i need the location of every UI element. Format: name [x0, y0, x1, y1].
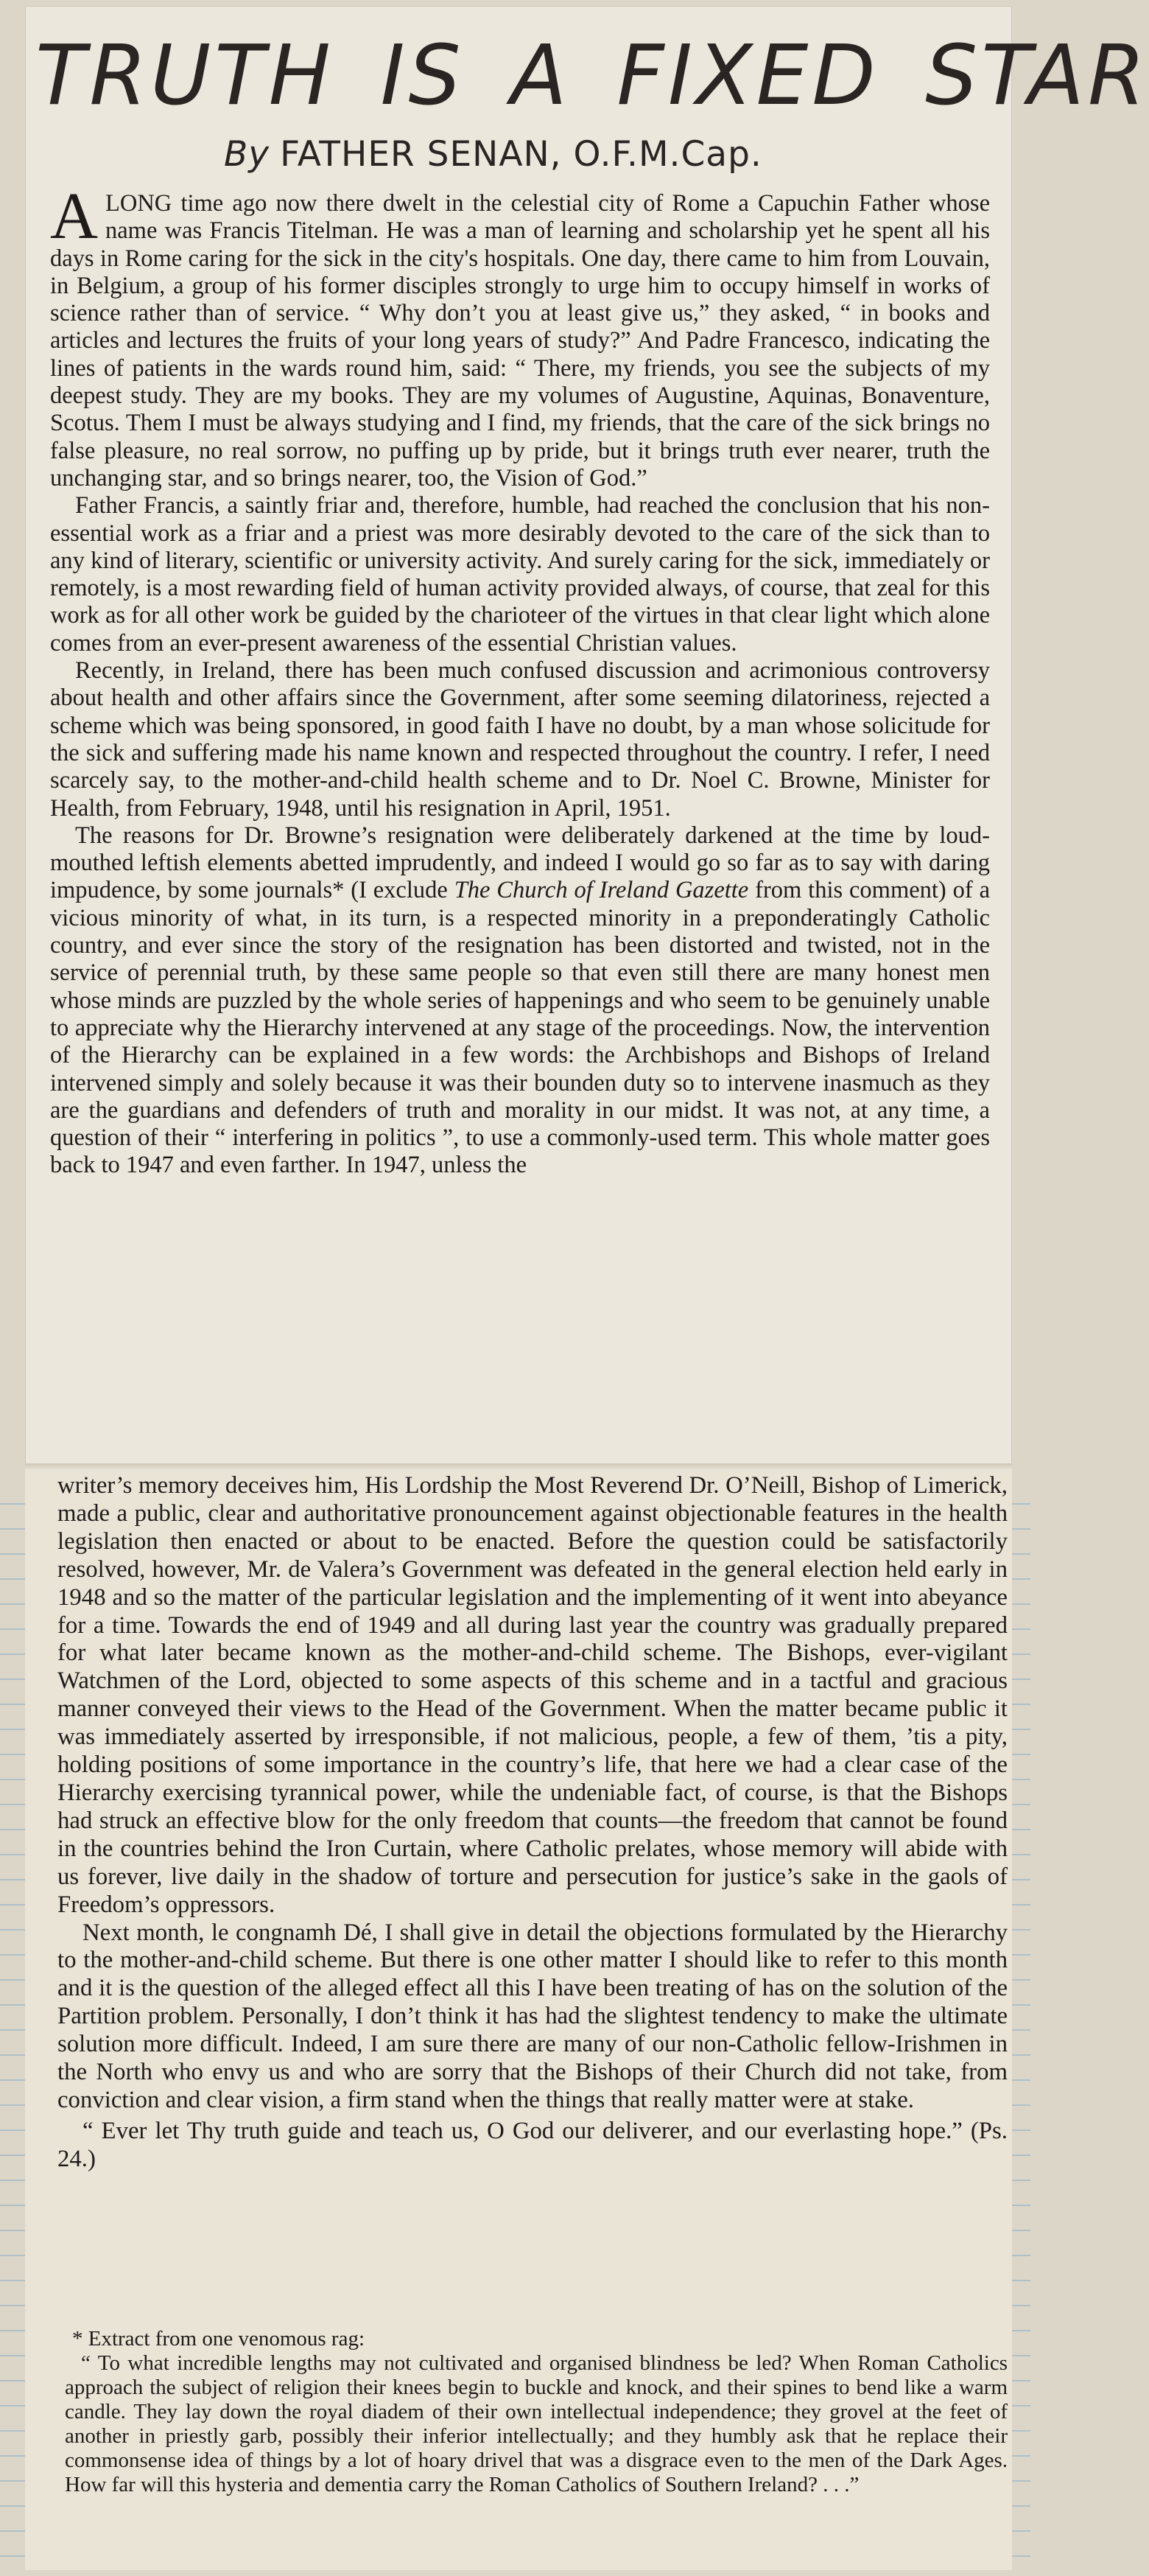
article-byline [224, 133, 762, 177]
article-headline: TRUTH IS A FIXED STAR [35, 28, 1149, 124]
publication-title: The Church of Ireland Gazette [454, 877, 749, 904]
paragraph-4-continued: writer’s memory deceives him, His Lordship the Most Reverend Dr. O’Neill, Bishop of Limerick, made a public, clear and authoritative pronouncement against objectionable features in the health legislation then enacted or about to be enacted. Before the question could be satisfactorily resolved, however, Mr. de Valera’s Government was defeated in the general election held early in 1948 and so the matter of the particular legislation and the implementing of it went into abeyance for a time. Towards the end of 1949 and all during last year the country was gradually prepared for what later became known as the mother-and-child scheme. The Bishops, ever-vigilant Watchmen of the Lord, objected to some aspects of this scheme and in a tactful and gracious manner conveyed their views to the Head of the Government. When the matter became public it was immediately asserted by irresponsible, if not malicious, people, a few of them, ’tis a pity, holding positions of some importance in the country’s life, that here we had a clear case of the Hierarchy exercising tyrannical power, while the undeniable fact, of course, is that the Bishops had struck an effective blow for the only freedom that counts—the freedom that cannot be found in the countries behind the Iron Curtain, where Catholic prelates, whose memory will abide with us forever, live daily in the shadow of torture and persecution for justice’s sake in the gaols of Freedom’s oppressors. [57, 1472, 1008, 1918]
clipping-fold-line [25, 1463, 1012, 1469]
footnote-quote: “ To what incredible lengths may not cultivated and organised blindness be led? When Roman Catholics approach the subject of religion their knees begin to buckle and knock, and their spines to bend like a warm candle. They lay down the royal diadem of their own intellectual independence; they grovel at the feet of another in priestly garb, possibly their inferior intellectually; and they humbly ask that he replace their commonsense idea of things by a lot of hoary drivel that was a disgrace even to the men of the Dark Ages. How far will this hysteria and dementia carry the Roman Catholics of Southern Ireland? . . .” [65, 2351, 1008, 2496]
ruled-paper-margin-right [1012, 1480, 1030, 2570]
paragraph-1 [50, 180, 990, 492]
byline-author: FATHER SENAN, O.F.M.Cap. [280, 134, 762, 175]
byline-prefix: By [224, 134, 270, 175]
footnote-heading: * Extract from one venomous rag: [72, 2327, 365, 2351]
closing-prayer: “ Ever let Thy truth guide and teach us, O God our deliverer, and our everlasting hope.” (Ps. 24.) [57, 2117, 1008, 2172]
paragraph-1-text: LONG time ago now there dwelt in the celestial city of Rome a Capuchin Father whose name was Francis Titelman. He was a man of learning and scholarship yet he spent all his days in Rome caring for the sick in the city's hospitals. One day, there came to him from Louvain, in Belgium, a group of his former disciples strongly to urge him to occupy himself in works of science rather than of service. “ Why don’t you at least give us,” they asked, “ in books and articles and lectures the fruits of your long years of study?” And Padre Francesco, indicating the lines of patients in the wards round him, said: “ There, my friends, you see the subjects of my deepest study. They are my books. They are my volumes of Augustine, Aquinas, Bonaventure, Scotus. Them I must be always studying and I find, my friends, that the care of the sick brings no false pleasure, no real sorrow, no puffing up by pride, but it brings truth ever nearer, truth the unchanging star, and so brings nearer, too, the Vision of God.” [50, 190, 990, 491]
footnote [65, 2327, 1008, 2497]
paragraph-2: Father Francis, a saintly friar and, therefore, humble, had reached the conclusion that his non-essential work as a friar and a priest was more desirably devoted to the care of the sick than to any kind of literary, scientific or university activity. And surely caring for the sick, immediately or remotely, is a most rewarding field of human activity provided always, of course, that zeal for this work as for all other work be guided by the charioteer of the virtues in that clear light which alone comes from an ever-present awareness of the essential Christian values. [50, 492, 990, 657]
paragraph-4-text-b: from this comment) of a vicious minority of what, in its turn, is a respected minority in a preponderatingly Catholic country, and ever since the story of the resignation has been distorted and twisted, not in the service of perennial truth, by these same people so that even still there are many honest men whose minds are puzzled by the whole series of happenings and who seem to be genuinely unable to appreciate why the Hierarchy intervened at any stage of the proceedings. Now, the intervention of the Hierarchy can be explained in a few words: the Archbishops and Bishops of Ireland intervened simply and solely because it was their bounden duty so to intervene inasmuch as they are the guardians and defenders of truth and morality in our midst. It was not, at any time, a question of their “ interfering in politics ”, to use a commonly-used term. This whole matter goes back to 1947 and even farther. In 1947, unless the [50, 877, 990, 1179]
paragraph-3: Recently, in Ireland, there has been much confused discussion and acrimonious controversy about health and other affairs since the Government, after some seeming dilatoriness, rejected a scheme which was being sponsored, in good faith I have no doubt, by a man whose solicitude for the sick and suffering made his name known and respected throughout the country. I refer, I need scarcely say, to the mother-and-child health scheme and to Dr. Noel C. Browne, Minister for Health, from February, 1948, until his resignation in April, 1951. [50, 657, 990, 822]
article-body-upper [50, 180, 990, 1180]
ruled-paper-margin-left [0, 1480, 25, 2570]
paragraph-4 [50, 822, 990, 1180]
paragraph-5: Next month, le congnamh Dé, I shall give in detail the objections formulated by the Hierarchy to the mother-and-child scheme. But there is one other matter I should like to refer to this month and it is the question of the alleged effect all this I have been treating of has on the solution of the Partition problem. Personally, I don’t think it has had the slightest tendency to make the ultimate solution more difficult. Indeed, I am sure there are many of our non-Catholic fellow-Irishmen in the North who envy us and who are sorry that the Bishops of their Church did not take, from conviction and clear vision, a firm stand when the things that really matter were at stake. [57, 1919, 1008, 2113]
article-body-lower [57, 1472, 1008, 2174]
paragraph-4-text-a: The reasons for Dr. Browne’s resignation were deliberately darkened at the time by loud-mouthed leftish elements abetted imprudently, and indeed I would go so far as to say with daring impudence, by some journals* (I exclude [50, 822, 990, 904]
drop-cap: A [50, 180, 98, 253]
newspaper-clipping [25, 6, 1149, 2570]
